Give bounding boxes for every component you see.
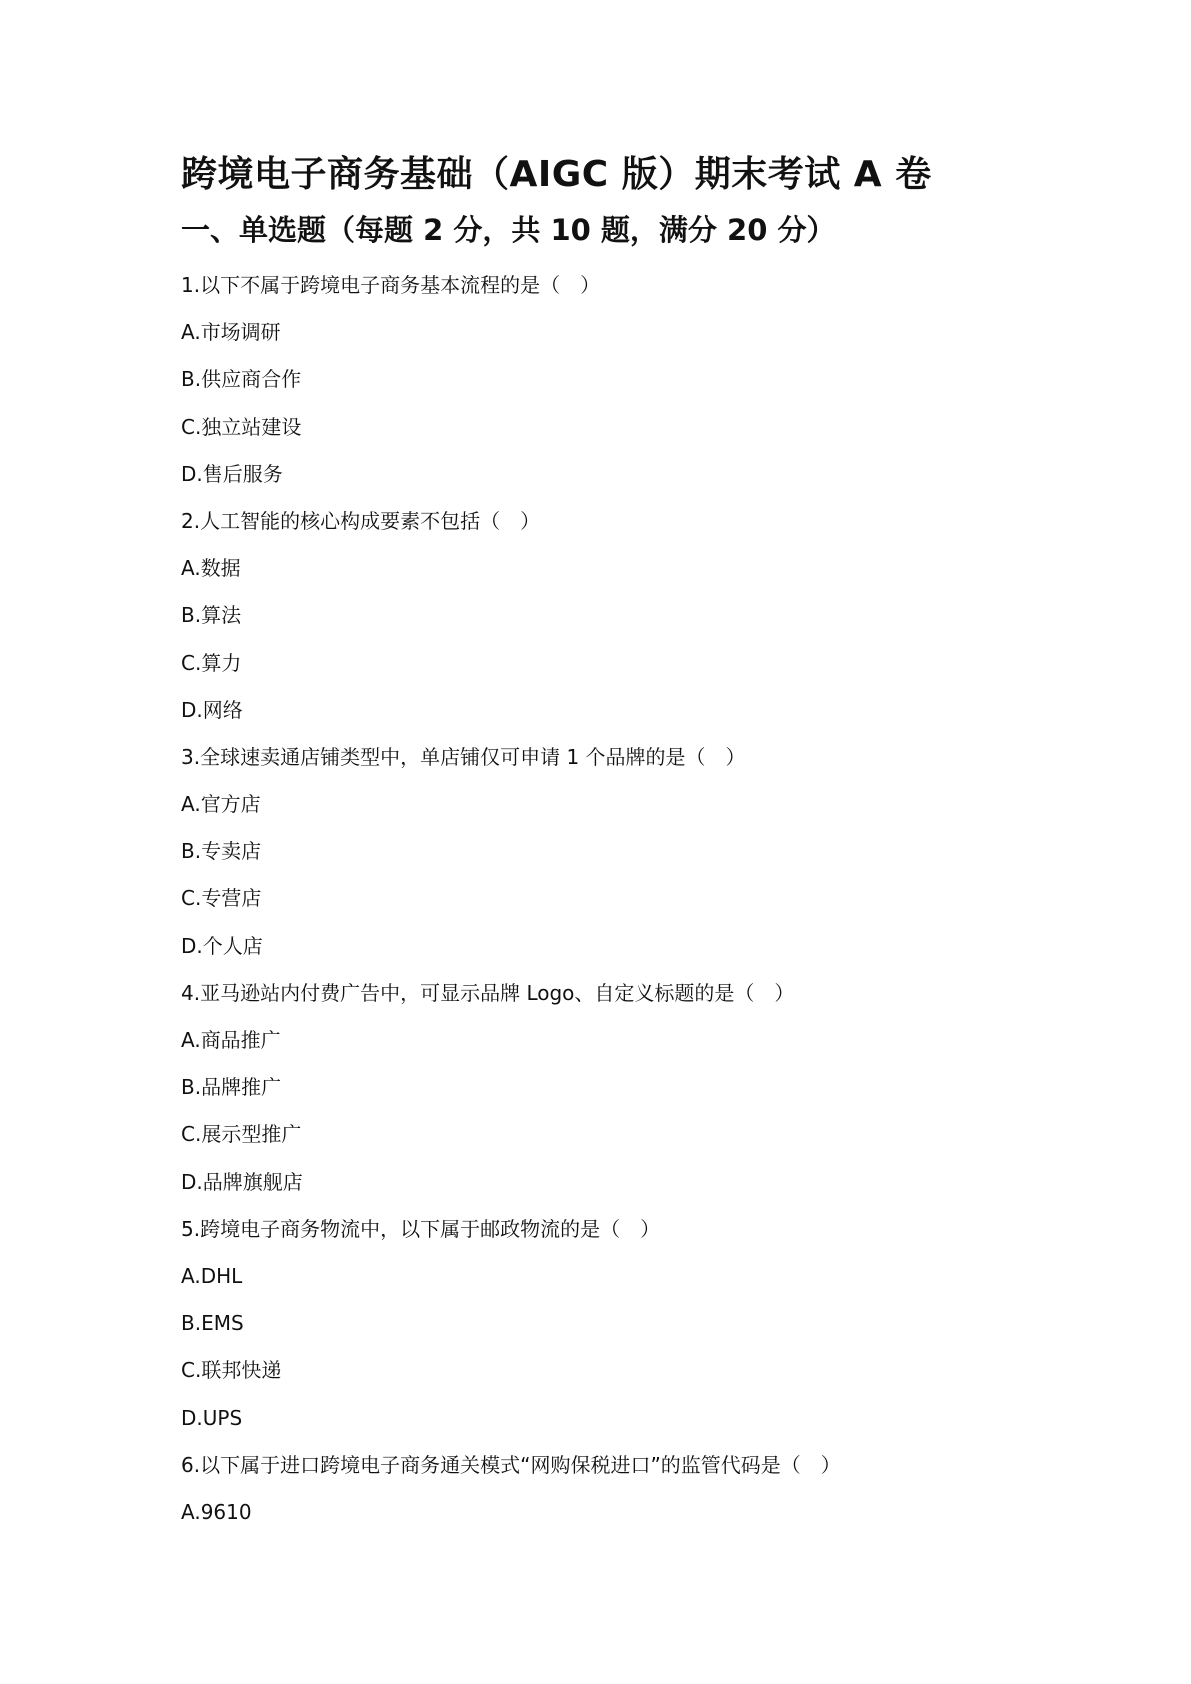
question [181, 262, 1081, 498]
option: D.个人店 [181, 933, 263, 958]
option: A.市场调研 [181, 320, 281, 345]
question [181, 734, 1081, 970]
question-stem: 6.以下属于进口跨境电子商务通关模式“网购保税进口”的监管代码是（ ） [181, 1452, 841, 1477]
option: B.算法 [181, 603, 242, 628]
option: D.网络 [181, 697, 243, 722]
question-stem: 1.以下不属于跨境电子商务基本流程的是（ ） [181, 273, 601, 297]
question-list [181, 262, 1081, 1536]
option: A.官方店 [181, 792, 261, 817]
question [181, 970, 1081, 1206]
option: C.独立站建设 [181, 414, 302, 439]
question [181, 1442, 1081, 1536]
option: D.售后服务 [181, 461, 283, 486]
option: B.品牌推广 [181, 1075, 282, 1100]
question [181, 498, 1081, 734]
option: C.算力 [181, 650, 242, 675]
question-stem: 5.跨境电子商务物流中，以下属于邮政物流的是（ ） [181, 1216, 661, 1241]
option: B.EMS [181, 1311, 244, 1336]
option: A.商品推广 [181, 1028, 281, 1052]
option: D.UPS [181, 1405, 243, 1430]
exam-page [181, 150, 1081, 1536]
question-stem: 4.亚马逊站内付费广告中，可显示品牌 Logo、自定义标题的是（ ） [181, 980, 795, 1005]
option: C.联邦快递 [181, 1358, 282, 1383]
option: A.DHL [181, 1263, 243, 1288]
option: C.专营店 [181, 886, 262, 911]
option: D.品牌旗舰店 [181, 1169, 303, 1194]
option: B.专卖店 [181, 839, 262, 864]
question [181, 1206, 1081, 1442]
option: C.展示型推广 [181, 1122, 302, 1147]
exam-title: 跨境电子商务基础（AIGC 版）期末考试 A 卷 [181, 154, 932, 195]
question-stem: 3.全球速卖通店铺类型中，单店铺仅可申请 1 个品牌的是（ ） [181, 744, 746, 769]
option: A.数据 [181, 556, 241, 581]
question-stem: 2.人工智能的核心构成要素不包括（ ） [181, 508, 541, 533]
option: A.9610 [181, 1499, 252, 1524]
option: B.供应商合作 [181, 367, 302, 392]
section-heading: 一、单选题（每题 2 分，共 10 题，满分 20 分） [181, 213, 836, 247]
